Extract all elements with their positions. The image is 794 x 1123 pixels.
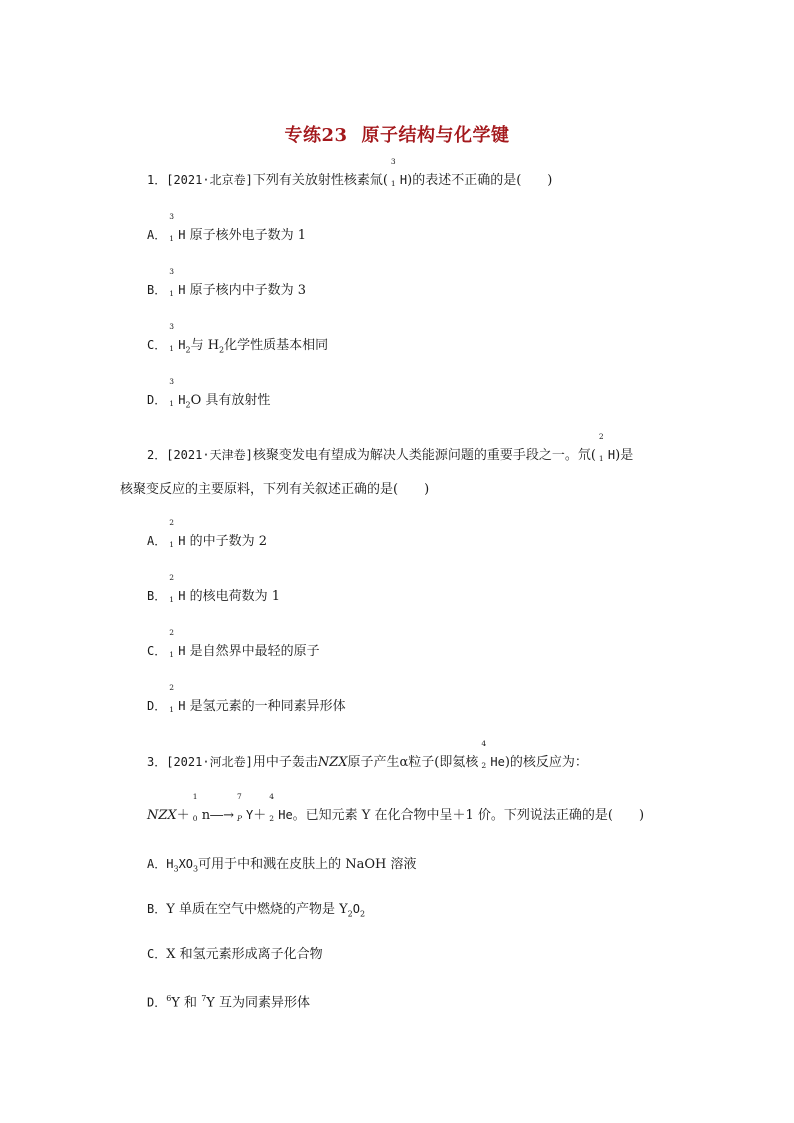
q1-option-d[interactable]	[147, 377, 271, 415]
q3-nzx: NZX	[317, 755, 348, 770]
page-title	[0, 121, 794, 147]
helium-prescript: 4 2	[481, 739, 487, 770]
reaction-arrow: ―→	[210, 808, 234, 823]
subscript: 2	[347, 909, 353, 919]
q3-stem-text-b: 原子产生α粒子(即氦核	[347, 755, 479, 770]
q1-stem-text-a: 下列有关放射性核素氚(	[252, 173, 388, 188]
nuclide-prescript: 3 1	[169, 377, 175, 408]
q2-stem-continued: 核聚变反应的主要原料，下列有关叙述正确的是( )	[120, 482, 430, 497]
option-text: O 具有放射性	[190, 393, 271, 408]
q2-nuclide: 2 1	[598, 432, 604, 463]
helium-symbol: He	[278, 808, 293, 822]
mass-number: 7	[201, 994, 207, 1003]
equation-tail-text: 。已知元素 Y 在化合物中呈＋1 价。下列说法正确的是( )	[292, 808, 645, 823]
q2-source: [2021·天津卷]	[166, 448, 253, 462]
q3-stem-text-c: )的核反应为：	[504, 755, 588, 770]
q3-source: [2021·河北卷]	[166, 755, 253, 769]
mass-number: 6	[166, 994, 172, 1003]
option-text: 原子核外电子数为 1	[189, 228, 307, 243]
q2-stem	[147, 432, 634, 465]
reactant-nzx: NZX	[147, 808, 177, 823]
neutron-symbol: n	[201, 808, 211, 823]
q2-stem-text-b: )是	[615, 448, 634, 463]
element-symbol: H	[178, 699, 186, 713]
q2-option-c[interactable]	[147, 628, 320, 661]
option-text: 原子核内中子数为 3	[189, 283, 307, 298]
element-symbol: H	[178, 644, 186, 658]
title-prefix: 专练23	[284, 125, 348, 146]
q2-option-b[interactable]	[147, 573, 281, 606]
subscript: 2	[219, 345, 225, 355]
option-label: C．	[147, 947, 167, 961]
element-symbol: H	[178, 534, 186, 548]
subscript: 3	[193, 864, 199, 874]
nuclide-prescript: 2 1	[169, 573, 175, 604]
option-label: C．	[147, 338, 167, 352]
option-text: Y 单质在空气中燃烧的产物是 Y	[166, 902, 348, 917]
element-symbol: H	[178, 283, 186, 297]
title-main: 原子结构与化学键	[361, 125, 510, 146]
q1-nuclide-symbol: H	[399, 173, 408, 187]
q3-option-b[interactable]	[147, 900, 365, 924]
q3-stem-text-a: 用中子轰击	[252, 755, 318, 770]
q2-stem-text-a: 核聚变发电有望成为解决人类能源问题的重要手段之一。氘(	[252, 448, 596, 463]
option-text: 是自然界中最轻的原子	[189, 644, 320, 659]
q3-number: 3．	[147, 755, 167, 769]
q3-equation	[147, 792, 645, 825]
formula-part: H	[166, 857, 174, 871]
plus-sign: ＋	[176, 808, 190, 823]
q2-option-a[interactable]	[147, 518, 268, 551]
formula-part: XO	[178, 857, 194, 871]
option-text: 化学性质基本相同	[224, 338, 329, 353]
q1-stem-text-b: )的表述不正确的是( )	[407, 173, 553, 188]
q1-option-b[interactable]	[147, 267, 307, 300]
q1-nuclide: 3 1	[390, 157, 396, 188]
subscript: 2	[185, 345, 191, 355]
q1-stem	[147, 157, 553, 190]
element-symbol: H	[178, 228, 186, 242]
option-text: 可用于中和溅在皮肤上的 NaOH 溶液	[198, 857, 417, 872]
q3-option-d[interactable]	[147, 990, 310, 1012]
subscript: 2	[360, 909, 366, 919]
option-label: D．	[147, 699, 167, 713]
option-label: B．	[147, 589, 167, 603]
q3-stem	[147, 739, 588, 772]
q1-source: [2021·北京卷]	[166, 173, 253, 187]
option-text-mid: 与 H	[190, 338, 220, 353]
product-y-prescript: 7 P	[236, 792, 243, 823]
element-symbol: H	[178, 589, 186, 603]
nuclide-prescript: 2 1	[169, 518, 175, 549]
nuclide-prescript: 2 1	[169, 683, 175, 714]
q1-option-c[interactable]	[147, 322, 329, 360]
option-label: C．	[147, 644, 167, 658]
option-label: D．	[147, 393, 167, 407]
plus-sign: ＋	[253, 808, 267, 823]
option-label: A．	[147, 857, 167, 871]
q1-number: 1．	[147, 173, 167, 187]
helium-symbol: He	[490, 755, 505, 769]
element-symbol: H	[178, 338, 186, 352]
option-label: A．	[147, 228, 167, 242]
nuclide-prescript: 2 1	[169, 628, 175, 659]
q2-number: 2．	[147, 448, 167, 462]
nuclide-prescript: 3 1	[169, 267, 175, 298]
option-text: X 和氢元素形成离子化合物	[166, 947, 323, 962]
option-label: A．	[147, 534, 167, 548]
option-label: B．	[147, 283, 167, 297]
option-label: B．	[147, 902, 167, 916]
product-y-symbol: Y	[245, 808, 254, 822]
subscript: 2	[185, 400, 191, 410]
nuclide-prescript: 3 1	[169, 322, 175, 353]
subscript: 3	[173, 864, 179, 874]
option-text: 是氢元素的一种同素异形体	[189, 699, 346, 714]
option-text: 的核电荷数为 1	[189, 589, 281, 604]
neutron-prescript: 1 0	[192, 792, 198, 823]
option-text: Y 互为同素异形体	[206, 995, 310, 1011]
q2-option-d[interactable]	[147, 683, 346, 716]
q2-nuclide-symbol: H	[607, 448, 616, 462]
q1-option-a[interactable]	[147, 212, 307, 245]
option-text: 的中子数为 2	[189, 534, 268, 549]
q3-option-a[interactable]	[147, 855, 417, 879]
element-symbol: H	[178, 393, 186, 407]
helium-prescript: 4 2	[269, 792, 274, 823]
option-label: D．	[147, 995, 167, 1010]
option-text: Y 和	[171, 995, 202, 1011]
nuclide-prescript: 3 1	[169, 212, 175, 243]
q3-option-c[interactable]	[147, 945, 323, 964]
formula-part: O	[352, 902, 360, 916]
